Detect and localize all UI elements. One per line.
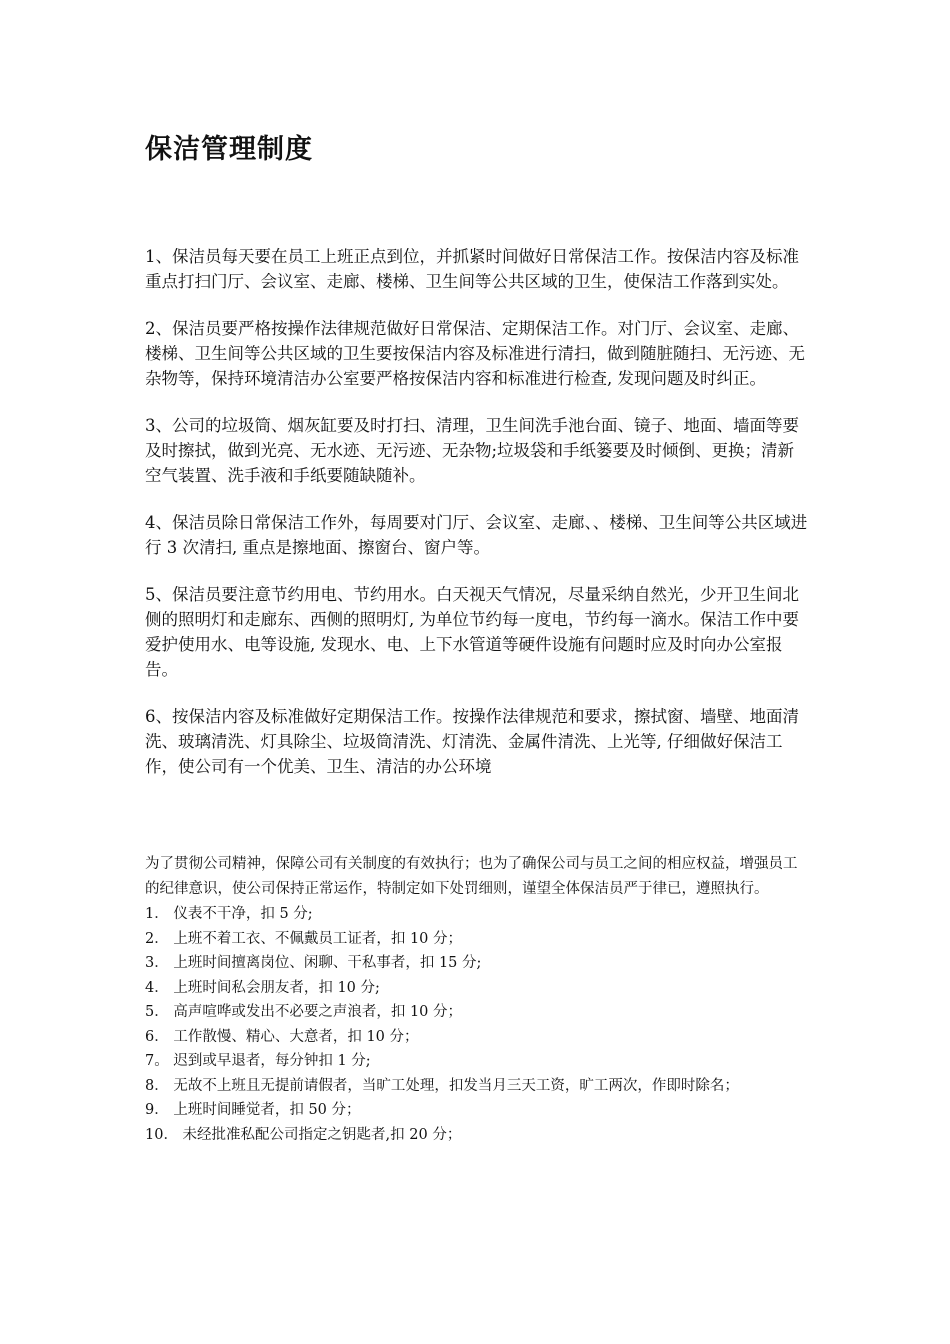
penalty-item: 2． 上班不着工衣、不佩戴员工证者，扣 10 分； (145, 930, 463, 947)
page-title: 保洁管理制度 (145, 134, 313, 165)
penalty-item: 4． 上班时间私会朋友者，扣 10 分; (145, 979, 380, 996)
rules-section (145, 244, 810, 801)
penalty-item: 6． 工作散慢、精心、大意者，扣 10 分； (145, 1028, 419, 1045)
rule-paragraph-5: 5、保洁员要注意节约用电、节约用水。白天视天气情况，尽量采纳自然光，少开卫生间北侧的照明灯和走廊东、西侧的照明灯, 为单位节约每一度电，节约每一滴水。保洁工作中要爱护使用水、电等设施, 发现水、电、上下水管道等硬件设施有问题时应及时向办公室报告。 (145, 585, 799, 679)
rule-paragraph-3: 3、公司的垃圾筒、烟灰缸要及时打扫、清理，卫生间洗手池台面、镜子、地面、墙面等要及时擦拭，做到光亮、无水迹、无污迹、无杂物;垃圾袋和手纸篓要及时倾倒、更换；清新空气装置、洗手液和手纸要随缺随补。 (145, 416, 799, 485)
rule-paragraph-6: 6、按保洁内容及标准做好定期保洁工作。按操作法律规范和要求，擦拭窗、墙壁、地面清洗、玻璃清洗、灯具除尘、垃圾筒清洗、灯清洗、金属件清洗、上光等, 仔细做好保洁工作，使公司有一个优美、卫生、清洁的办公环境 (145, 707, 799, 776)
penalty-intro: 为了贯彻公司精神，保障公司有关制度的有效执行；也为了确保公司与员工之间的相应权益，增强员工的纪律意识，使公司保持正常运作，特制定如下处罚细则，谨望全体保洁员严于律已，遵照执行。 (145, 856, 798, 897)
penalty-item: 1． 仪表不干净，扣 5 分; (145, 906, 313, 922)
penalty-item: 8． 无故不上班且无提前请假者，当旷工处理，扣发当月三天工资，旷工两次，作即时除名； (145, 1077, 739, 1094)
penalty-item: 9． 上班时间睡觉者，扣 50 分； (145, 1102, 361, 1118)
penalty-item: 7。 迟到或早退者，每分钟扣 1 分; (145, 1053, 371, 1069)
penalty-item: 3． 上班时间擅离岗位、闲聊、干私事者，扣 15 分; (145, 955, 482, 971)
rule-paragraph-2: 2、保洁员要严格按操作法律规范做好日常保洁、定期保洁工作。对门厅、会议室、走廊、楼梯、卫生间等公共区域的卫生要按保洁内容及标准进行清扫，做到随脏随扫、无污迹、无杂物等，保持环境清洁办公室要严格按保洁内容和标准进行检查, 发现问题及时纠正。 (145, 319, 805, 388)
rule-paragraph-4: 4、保洁员除日常保洁工作外，每周要对门厅、会议室、走廊、、楼梯、卫生间等公共区域进行 3 次清扫, 重点是擦地面、擦窗台、窗户等。 (145, 513, 808, 557)
penalty-item: 10． 未经批准私配公司指定之钥匙者,扣 20 分； (145, 1126, 462, 1143)
penalty-section (145, 852, 810, 1147)
penalty-list (145, 902, 810, 1147)
rule-paragraph-1: 1、保洁员每天要在员工上班正点到位，并抓紧时间做好日常保洁工作。按保洁内容及标准重点打扫门厅、会议室、走廊、楼梯、卫生间等公共区域的卫生，使保洁工作落到实处。 (145, 247, 799, 291)
penalty-item: 5． 高声喧哗或发出不必要之声浪者，扣 10 分； (145, 1004, 463, 1020)
